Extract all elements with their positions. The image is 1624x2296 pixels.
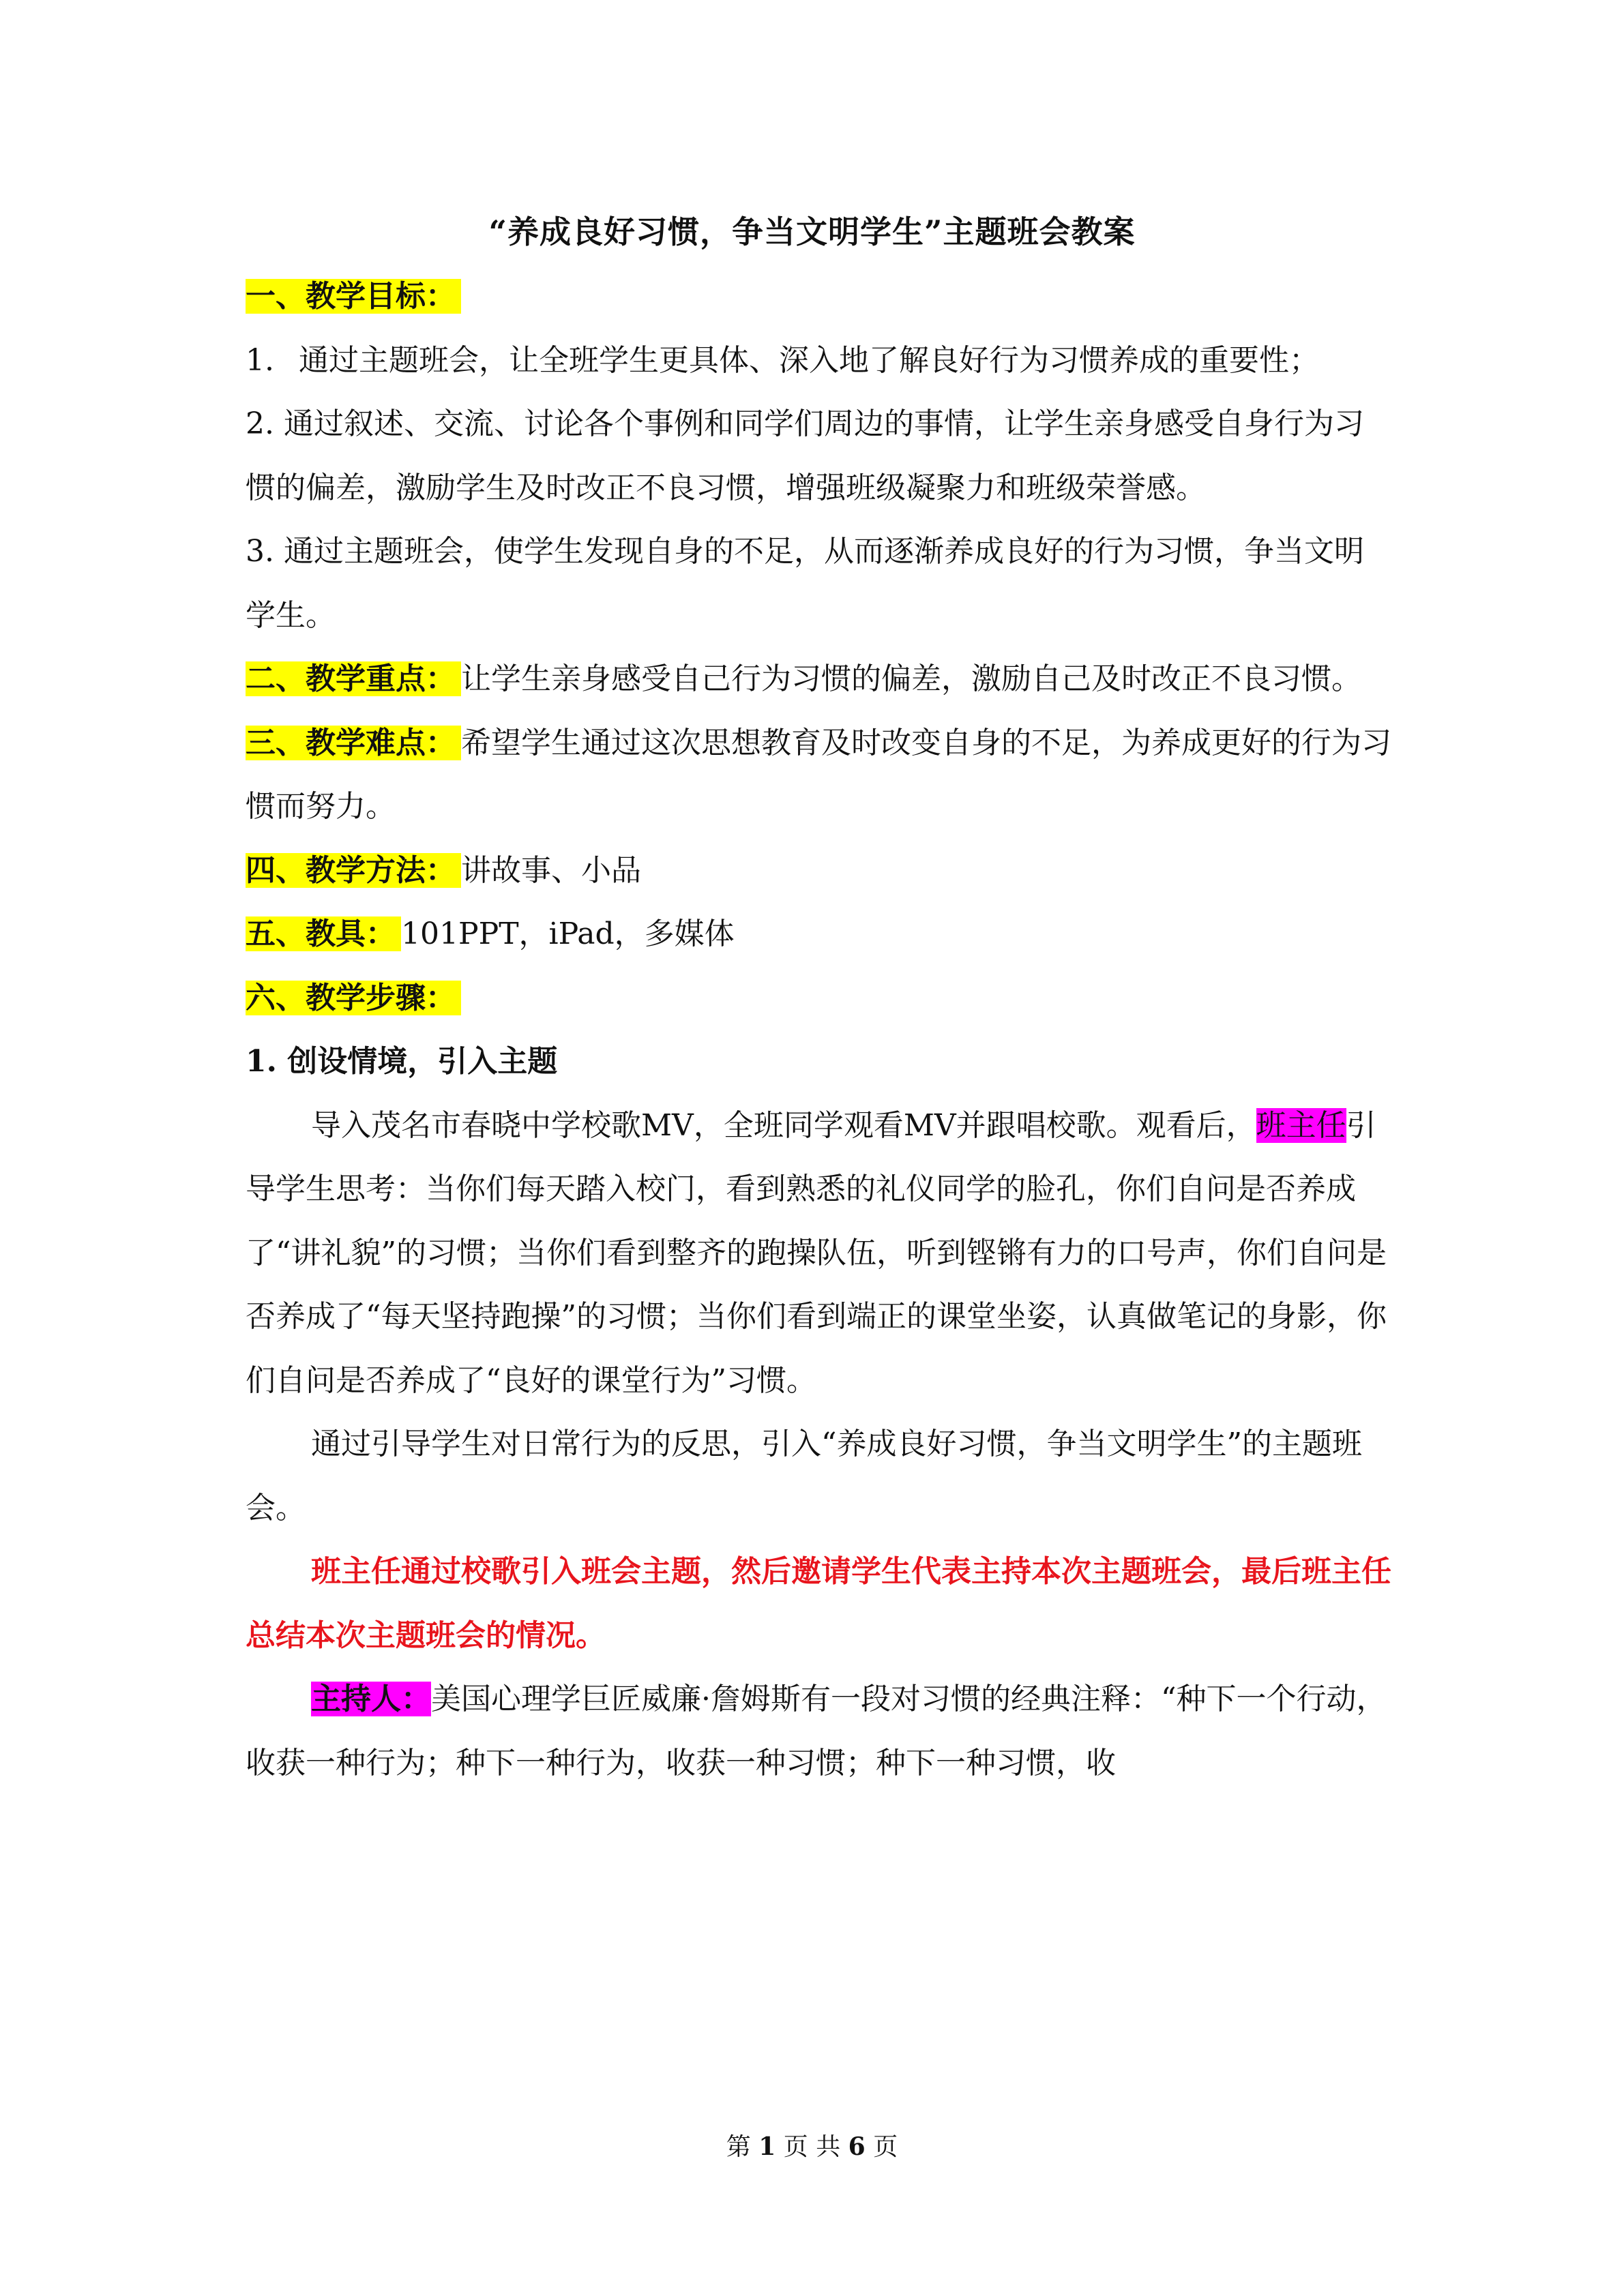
key-points-text: 让学生亲身感受自己行为习惯的偏差，激励自己及时改正不良习惯。: [461, 661, 1361, 696]
objective-3: 3. 通过主题班会，使学生发现自身的不足，从而逐渐养成良好的行为习惯，争当文明学生。: [246, 534, 1364, 633]
paragraph-1-rest: 引导学生思考：当你们每天踏入校门，看到熟悉的礼仪同学的脸孔，你们自问是否养成了“讲礼貌”的习惯；当你们看到整齐的跑操队伍，听到铿锵有力的口号声，你们自问是否养成了“每天坚持跑操”的习惯；当你们看到端正的课堂坐姿，认真做笔记的身影，你们自问是否养成了“良好的课堂行为”习惯。: [246, 1107, 1387, 1398]
step-1-summary-paragraph: 通过引导学生对日常行为的反思，引入“养成良好习惯，争当文明学生”的主题班会。: [246, 1427, 1362, 1525]
objective-1: [246, 329, 1391, 393]
document-title: “养成良好习惯，争当文明学生”主题班会教案: [488, 213, 1136, 250]
key-points-label: 二、教学重点：: [246, 661, 461, 696]
key-points-section: [246, 647, 1391, 711]
objectives-section: [246, 265, 1391, 329]
objective-2: 2. 通过叙述、交流、讨论各个事例和同学们周边的事情，让学生亲身感受自身行为习惯的偏差，激励学生及时改正不良习惯，增强班级凝聚力和班级荣誉感。: [246, 406, 1364, 505]
footer-suffix: 页: [873, 2133, 898, 2161]
total-page-count: 6: [848, 2132, 866, 2161]
current-page-number: 1: [758, 2132, 776, 2161]
difficulties-section: [246, 711, 1391, 839]
homeroom-teacher-highlight: 班主任: [1256, 1107, 1346, 1143]
paragraph-1-start: 导入茂名市春晓中学校歌MV，全班同学观看MV并跟唱校歌。观看后，: [311, 1107, 1256, 1143]
host-label: 主持人：: [311, 1682, 431, 1716]
objective-1-text: 通过主题班会，让全班学生更具体、深入地了解良好行为习惯养成的重要性；: [298, 342, 1319, 378]
document-body: [246, 265, 1391, 1795]
difficulties-text: 希望学生通过这次思想教育及时改变自身的不足，为养成更好的行为习惯而努力。: [246, 725, 1391, 824]
step-1-heading: 1. 创设情境，引入主题: [246, 1044, 558, 1079]
steps-section: [246, 966, 1391, 1030]
objectives-heading: 一、教学目标：: [246, 279, 461, 314]
steps-label: 六、教学步骤：: [246, 981, 461, 1015]
methods-section: [246, 839, 1391, 903]
objective-1-number: 1.: [246, 342, 274, 378]
page-footer: [0, 2128, 1624, 2166]
methods-label: 四、教学方法：: [246, 853, 461, 888]
host-text: 美国心理学巨匠威廉·詹姆斯有一段对习惯的经典注释：“种下一个行动，收获一种行为；种下一种行为，收获一种习惯；种下一种习惯，收: [246, 1682, 1387, 1780]
teacher-note: 班主任通过校歌引入班会主题，然后邀请学生代表主持本次主题班会，最后班主任总结本次主题班会的情况。: [246, 1554, 1391, 1653]
footer-middle: 页 共: [783, 2133, 841, 2161]
difficulties-label: 三、教学难点：: [246, 726, 461, 760]
tools-section: [246, 902, 1391, 966]
footer-prefix: 第: [726, 2133, 751, 2161]
tools-label: 五、教具：: [246, 916, 401, 951]
tools-text: 101PPT，iPad，多媒体: [401, 916, 735, 951]
step-1-paragraph: [246, 1094, 1391, 1413]
methods-text: 讲故事、小品: [461, 852, 641, 888]
host-paragraph: [246, 1667, 1391, 1795]
